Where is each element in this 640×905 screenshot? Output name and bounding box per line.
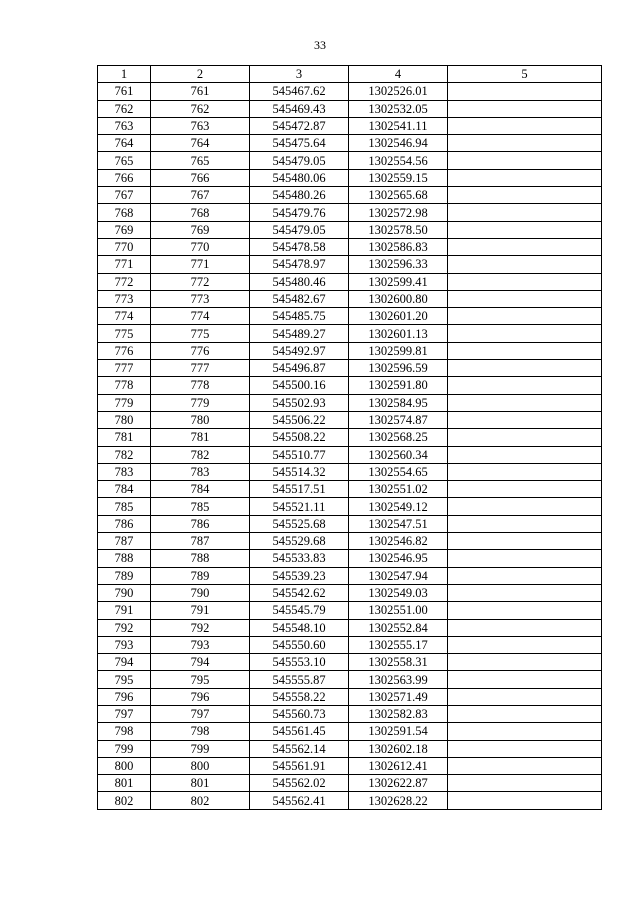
table-cell: 766: [98, 169, 151, 186]
table-cell: 545562.02: [250, 775, 349, 792]
table-cell: 790: [98, 584, 151, 601]
table-row: [98, 429, 602, 446]
table-cell: 793: [151, 636, 250, 653]
table-cell: 761: [98, 83, 151, 100]
table-cell: [448, 481, 602, 498]
table-row: [98, 481, 602, 498]
table-cell: 779: [151, 394, 250, 411]
table-cell: 796: [151, 688, 250, 705]
table-cell: 1302551.02: [349, 481, 448, 498]
table-cell: 1302568.25: [349, 429, 448, 446]
table-cell: 545539.23: [250, 567, 349, 584]
table-cell: 766: [151, 169, 250, 186]
table-cell: 802: [98, 792, 151, 809]
table-row: [98, 325, 602, 342]
column-header: 2: [151, 66, 250, 83]
table-cell: 1302551.00: [349, 602, 448, 619]
table-cell: [448, 740, 602, 757]
table-cell: 545510.77: [250, 446, 349, 463]
table-row: [98, 498, 602, 515]
table-cell: 1302565.68: [349, 187, 448, 204]
table-cell: [448, 273, 602, 290]
table-cell: 798: [151, 723, 250, 740]
table-cell: 767: [98, 187, 151, 204]
table-cell: 1302549.03: [349, 584, 448, 601]
table-cell: 771: [151, 256, 250, 273]
table-row: [98, 135, 602, 152]
table-cell: 788: [151, 550, 250, 567]
table-cell: 545475.64: [250, 135, 349, 152]
table-cell: 793: [98, 636, 151, 653]
table-cell: [448, 169, 602, 186]
table-cell: 792: [98, 619, 151, 636]
table-cell: 778: [98, 377, 151, 394]
table-cell: [448, 636, 602, 653]
table-cell: [448, 394, 602, 411]
table-cell: 1302547.94: [349, 567, 448, 584]
table-cell: [448, 446, 602, 463]
table-cell: 774: [98, 308, 151, 325]
table-row: [98, 308, 602, 325]
table-cell: 782: [98, 446, 151, 463]
table-cell: 800: [151, 757, 250, 774]
table-cell: 1302546.94: [349, 135, 448, 152]
table-row: [98, 238, 602, 255]
table-cell: 768: [98, 204, 151, 221]
table-cell: 1302526.01: [349, 83, 448, 100]
table-cell: 1302532.05: [349, 100, 448, 117]
table-cell: 545489.27: [250, 325, 349, 342]
table-cell: [448, 757, 602, 774]
table-row: [98, 515, 602, 532]
table-row: [98, 671, 602, 688]
table-cell: [448, 723, 602, 740]
table-cell: 774: [151, 308, 250, 325]
table-cell: 1302596.33: [349, 256, 448, 273]
table-cell: 545560.73: [250, 705, 349, 722]
table-cell: 794: [151, 654, 250, 671]
table-row: [98, 446, 602, 463]
table-cell: 782: [151, 446, 250, 463]
table-cell: 795: [98, 671, 151, 688]
table-cell: 545542.62: [250, 584, 349, 601]
table-cell: 799: [151, 740, 250, 757]
table-cell: 1302552.84: [349, 619, 448, 636]
table-cell: [448, 498, 602, 515]
table-cell: [448, 290, 602, 307]
table-cell: 796: [98, 688, 151, 705]
table-row: [98, 187, 602, 204]
table-row: [98, 169, 602, 186]
table-cell: [448, 100, 602, 117]
table-cell: 545480.06: [250, 169, 349, 186]
table-cell: 545558.22: [250, 688, 349, 705]
column-header: 3: [250, 66, 349, 83]
table-cell: 1302560.34: [349, 446, 448, 463]
page-number: 33: [314, 38, 326, 52]
table-cell: 778: [151, 377, 250, 394]
table-cell: 545479.05: [250, 221, 349, 238]
table-cell: 786: [151, 515, 250, 532]
table-cell: 1302602.18: [349, 740, 448, 757]
table-row: [98, 567, 602, 584]
table-cell: 1302563.99: [349, 671, 448, 688]
table-cell: 798: [98, 723, 151, 740]
table-cell: [448, 135, 602, 152]
table-cell: 779: [98, 394, 151, 411]
table-row: [98, 256, 602, 273]
table-row: [98, 636, 602, 653]
table-row: [98, 117, 602, 134]
table-cell: 1302601.20: [349, 308, 448, 325]
table-cell: [448, 688, 602, 705]
table-cell: 792: [151, 619, 250, 636]
table-cell: 1302547.51: [349, 515, 448, 532]
table-cell: 1302546.82: [349, 533, 448, 550]
table-cell: [448, 221, 602, 238]
table-cell: 1302558.31: [349, 654, 448, 671]
table-cell: 1302559.15: [349, 169, 448, 186]
table-cell: 769: [98, 221, 151, 238]
table-row: [98, 533, 602, 550]
table-cell: 545533.83: [250, 550, 349, 567]
table-cell: 791: [151, 602, 250, 619]
table-cell: [448, 83, 602, 100]
table-cell: [448, 602, 602, 619]
table-cell: 775: [98, 325, 151, 342]
table-cell: 1302599.81: [349, 342, 448, 359]
table-row: [98, 584, 602, 601]
table-cell: 545467.62: [250, 83, 349, 100]
table-cell: 763: [151, 117, 250, 134]
table-cell: 787: [98, 533, 151, 550]
table-cell: 772: [151, 273, 250, 290]
table-cell: [448, 325, 602, 342]
table-cell: 1302578.50: [349, 221, 448, 238]
table-cell: [448, 515, 602, 532]
table-cell: [448, 671, 602, 688]
column-header: 1: [98, 66, 151, 83]
table-cell: 545550.60: [250, 636, 349, 653]
table-cell: 1302541.11: [349, 117, 448, 134]
table-row: [98, 602, 602, 619]
table-cell: 776: [151, 342, 250, 359]
table-cell: 545508.22: [250, 429, 349, 446]
table-cell: 545469.43: [250, 100, 349, 117]
table-cell: 545496.87: [250, 360, 349, 377]
table-cell: [448, 308, 602, 325]
table-row: [98, 273, 602, 290]
table-row: [98, 705, 602, 722]
table-cell: 773: [98, 290, 151, 307]
table-row: [98, 775, 602, 792]
table-cell: 790: [151, 584, 250, 601]
table-cell: 545485.75: [250, 308, 349, 325]
table-cell: 785: [151, 498, 250, 515]
table-cell: [448, 463, 602, 480]
table-cell: 776: [98, 342, 151, 359]
table-cell: 791: [98, 602, 151, 619]
table-cell: 545562.41: [250, 792, 349, 809]
table-cell: [448, 360, 602, 377]
table-cell: 797: [98, 705, 151, 722]
table-cell: [448, 775, 602, 792]
table-cell: 762: [151, 100, 250, 117]
table-cell: 1302546.95: [349, 550, 448, 567]
table-cell: 771: [98, 256, 151, 273]
table-cell: 787: [151, 533, 250, 550]
table-cell: [448, 567, 602, 584]
table-cell: 545502.93: [250, 394, 349, 411]
table-cell: 545521.11: [250, 498, 349, 515]
table-cell: 780: [151, 411, 250, 428]
table-cell: 789: [98, 567, 151, 584]
table-cell: 545480.46: [250, 273, 349, 290]
table-cell: 765: [151, 152, 250, 169]
table-cell: 789: [151, 567, 250, 584]
table-cell: 764: [98, 135, 151, 152]
table-cell: [448, 619, 602, 636]
table-row: [98, 221, 602, 238]
table-row: [98, 411, 602, 428]
table-cell: 1302612.41: [349, 757, 448, 774]
table-row: [98, 342, 602, 359]
table-cell: 545555.87: [250, 671, 349, 688]
table-cell: [448, 152, 602, 169]
table-cell: [448, 792, 602, 809]
table-cell: 786: [98, 515, 151, 532]
table-cell: 795: [151, 671, 250, 688]
table-cell: 1302549.12: [349, 498, 448, 515]
table-row: [98, 360, 602, 377]
table-cell: [448, 256, 602, 273]
table-cell: 1302586.83: [349, 238, 448, 255]
table-cell: 801: [98, 775, 151, 792]
table-cell: 764: [151, 135, 250, 152]
table-cell: 545561.91: [250, 757, 349, 774]
column-header: 4: [349, 66, 448, 83]
table-cell: 545500.16: [250, 377, 349, 394]
table-cell: 794: [98, 654, 151, 671]
table-cell: 1302574.87: [349, 411, 448, 428]
table-cell: 777: [98, 360, 151, 377]
column-header: 5: [448, 66, 602, 83]
table-cell: 1302628.22: [349, 792, 448, 809]
table-cell: 780: [98, 411, 151, 428]
table-row: [98, 757, 602, 774]
table-cell: 545545.79: [250, 602, 349, 619]
table-cell: [448, 204, 602, 221]
table-cell: 802: [151, 792, 250, 809]
table-cell: 545472.87: [250, 117, 349, 134]
table-cell: [448, 584, 602, 601]
table-cell: 775: [151, 325, 250, 342]
table-cell: 1302554.65: [349, 463, 448, 480]
table-cell: 545492.97: [250, 342, 349, 359]
table-cell: [448, 705, 602, 722]
table-cell: 545548.10: [250, 619, 349, 636]
table-cell: 1302622.87: [349, 775, 448, 792]
table-cell: 801: [151, 775, 250, 792]
table-cell: 1302582.83: [349, 705, 448, 722]
table-cell: 545482.67: [250, 290, 349, 307]
table-cell: 545562.14: [250, 740, 349, 757]
table-cell: 770: [98, 238, 151, 255]
table-cell: [448, 342, 602, 359]
table-cell: 545479.76: [250, 204, 349, 221]
table-cell: 783: [98, 463, 151, 480]
table-row: [98, 463, 602, 480]
table-cell: 545517.51: [250, 481, 349, 498]
table-row: [98, 394, 602, 411]
table-cell: [448, 654, 602, 671]
table-cell: 799: [98, 740, 151, 757]
table-cell: 788: [98, 550, 151, 567]
table-cell: 784: [98, 481, 151, 498]
table-body: [98, 83, 602, 809]
table-cell: 545478.58: [250, 238, 349, 255]
table-cell: 545553.10: [250, 654, 349, 671]
table-cell: 761: [151, 83, 250, 100]
table-cell: [448, 533, 602, 550]
table-cell: 545525.68: [250, 515, 349, 532]
table-row: [98, 550, 602, 567]
table-cell: 545480.26: [250, 187, 349, 204]
table-row: [98, 204, 602, 221]
table-row: [98, 290, 602, 307]
table-cell: 800: [98, 757, 151, 774]
table-row: [98, 688, 602, 705]
table-cell: 781: [151, 429, 250, 446]
table-cell: 545478.97: [250, 256, 349, 273]
table-cell: [448, 187, 602, 204]
table-cell: 784: [151, 481, 250, 498]
table-cell: 545529.68: [250, 533, 349, 550]
table-cell: 785: [98, 498, 151, 515]
table-row: [98, 152, 602, 169]
table-cell: 770: [151, 238, 250, 255]
table-cell: 1302555.17: [349, 636, 448, 653]
table-cell: 765: [98, 152, 151, 169]
table-cell: 762: [98, 100, 151, 117]
table-cell: 797: [151, 705, 250, 722]
table-cell: 767: [151, 187, 250, 204]
table-row: [98, 740, 602, 757]
table-row: [98, 723, 602, 740]
table-cell: 545561.45: [250, 723, 349, 740]
table-cell: 1302600.80: [349, 290, 448, 307]
table-cell: 768: [151, 204, 250, 221]
table-row: [98, 792, 602, 809]
table-cell: 773: [151, 290, 250, 307]
table-cell: [448, 238, 602, 255]
table-cell: 545506.22: [250, 411, 349, 428]
table-cell: 545514.32: [250, 463, 349, 480]
coordinates-table: [97, 65, 602, 810]
table-cell: 763: [98, 117, 151, 134]
table-row: [98, 377, 602, 394]
table-cell: 1302554.56: [349, 152, 448, 169]
table-cell: [448, 117, 602, 134]
table-row: [98, 654, 602, 671]
table-cell: 1302601.13: [349, 325, 448, 342]
table-row: [98, 100, 602, 117]
table-cell: 769: [151, 221, 250, 238]
table-cell: 777: [151, 360, 250, 377]
table-cell: 772: [98, 273, 151, 290]
table-cell: 1302599.41: [349, 273, 448, 290]
table-cell: 783: [151, 463, 250, 480]
table-cell: 1302572.98: [349, 204, 448, 221]
table-cell: [448, 429, 602, 446]
table-cell: [448, 411, 602, 428]
table-cell: 1302584.95: [349, 394, 448, 411]
table-row: [98, 83, 602, 100]
table-cell: [448, 377, 602, 394]
table-row: [98, 619, 602, 636]
table-cell: 1302591.80: [349, 377, 448, 394]
table-header-row: [98, 66, 602, 83]
table-cell: 1302591.54: [349, 723, 448, 740]
table-cell: 1302596.59: [349, 360, 448, 377]
table-cell: 545479.05: [250, 152, 349, 169]
table-cell: [448, 550, 602, 567]
table-cell: 781: [98, 429, 151, 446]
table-cell: 1302571.49: [349, 688, 448, 705]
